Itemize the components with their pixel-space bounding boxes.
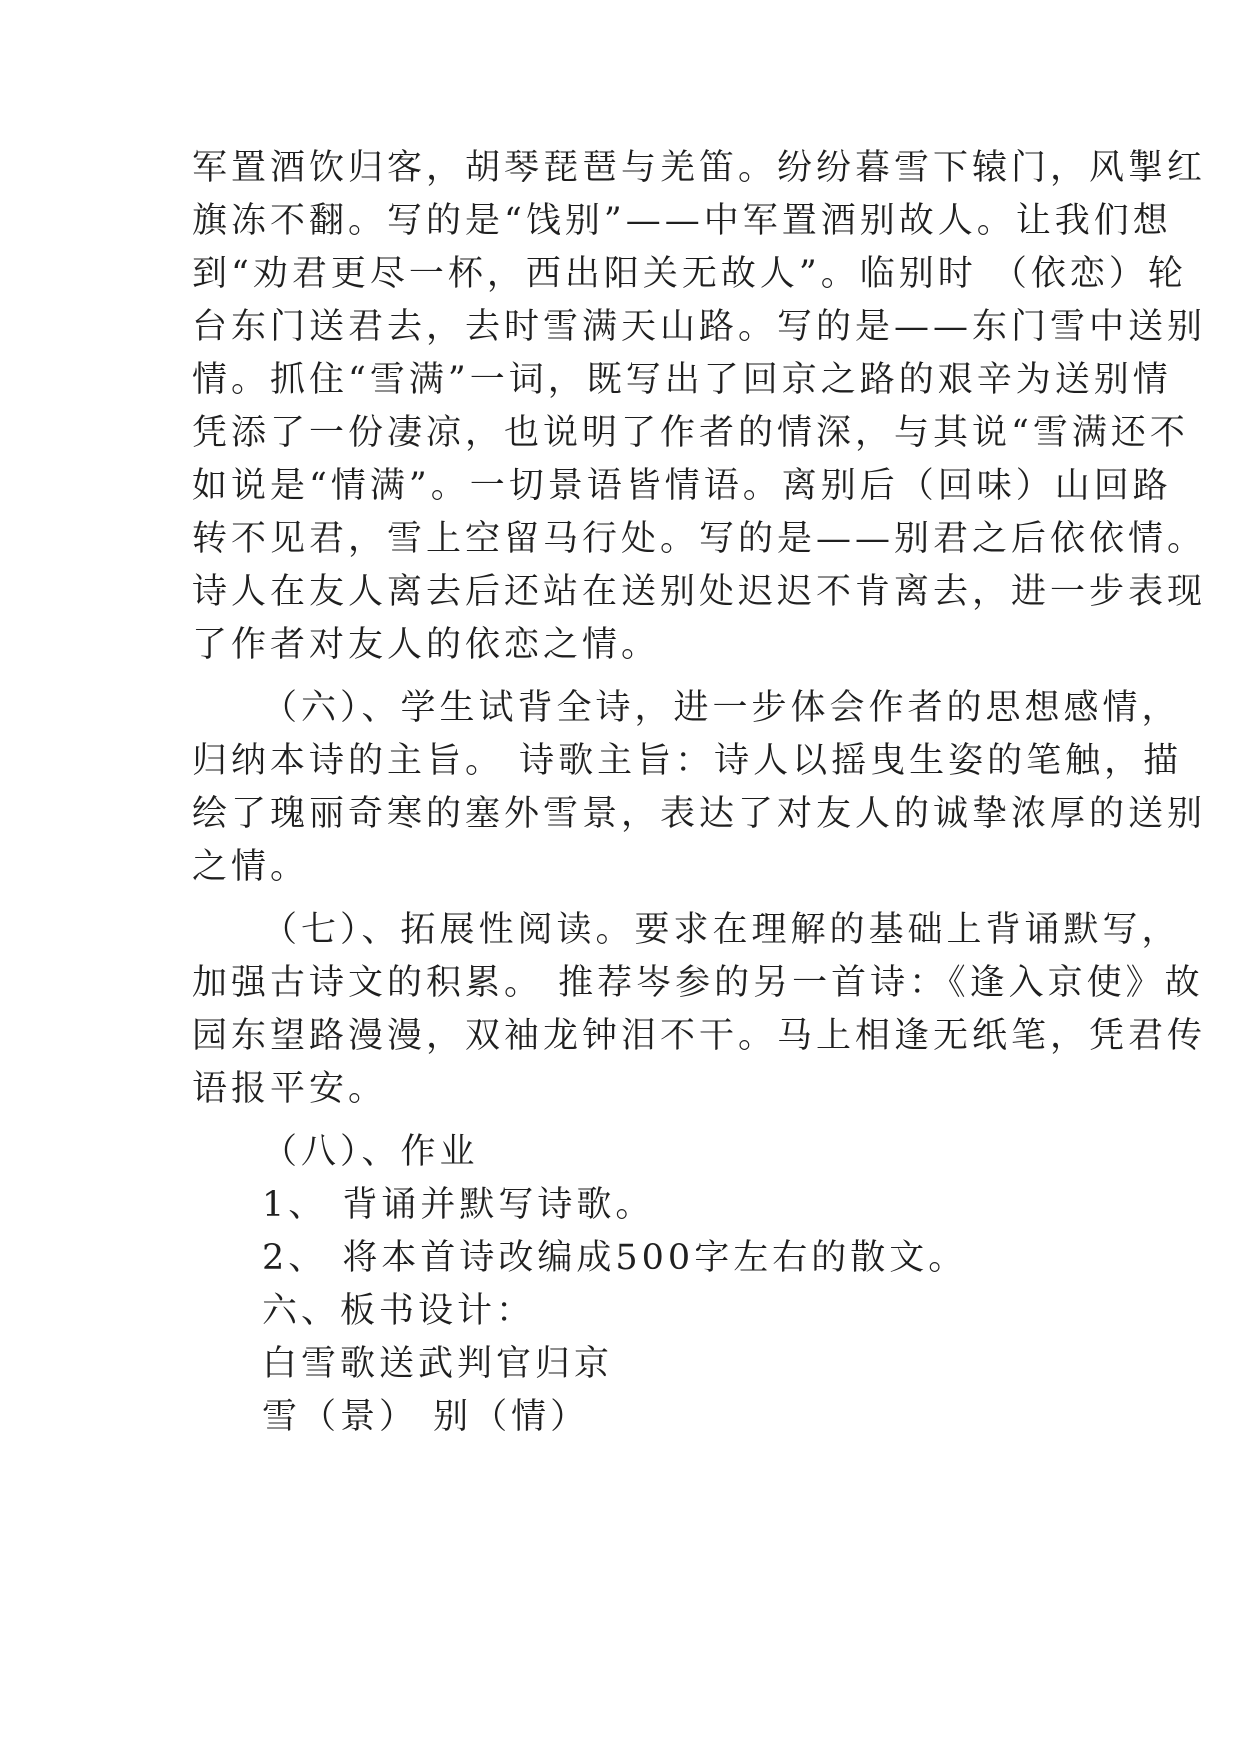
section-heading-seven: （七）、拓展性阅读。要求在理解的基础上背诵默写， — [262, 910, 1181, 950]
text-line: 情。抓住“雪满”一词，既写出了回京之路的艰辛为送别情 — [192, 360, 1172, 400]
text-line: 绘了瑰丽奇寒的塞外雪景，表达了对友人的诚挚浓厚的送别 — [192, 794, 1207, 834]
text-line: 旗冻不翻。写的是“饯别”——中军置酒别故人。让我们想 — [192, 201, 1172, 241]
section-heading-six: （六）、学生试背全诗，进一步体会作者的思想感情， — [262, 688, 1181, 728]
board-design-heading: 六、板书设计： — [262, 1291, 536, 1331]
text-line: 军置酒饮归客，胡琴琵琶与羌笛。纷纷暮雪下辕门，风掣红 — [192, 148, 1207, 188]
text-line: 归纳本诗的主旨。 诗歌主旨：诗人以摇曳生姿的笔触，描 — [192, 741, 1183, 781]
text-line: 转不见君，雪上空留马行处。写的是——别君之后依依情。 — [192, 519, 1207, 559]
text-line: 园东望路漫漫，双袖龙钟泪不干。马上相逢无纸笔，凭君传 — [192, 1016, 1207, 1056]
homework-item-2: 2、 将本首诗改编成500字左右的散文。 — [262, 1238, 968, 1278]
text-line: 台东门送君去，去时雪满天山路。写的是——东门雪中送别 — [192, 307, 1207, 347]
text-line: 之情。 — [192, 847, 310, 887]
board-design-content: 雪（景） 别（情） — [262, 1397, 590, 1437]
homework-item-1: 1、 背诵并默写诗歌。 — [262, 1185, 655, 1225]
section-heading-eight: （八）、作业 — [262, 1132, 479, 1172]
text-line: 凭添了一份凄凉，也说明了作者的情深，与其说“雪满还不 — [192, 413, 1189, 453]
board-design-title: 白雪歌送武判官归京 — [262, 1344, 614, 1384]
text-line: 诗人在友人离去后还站在送别处迟迟不肯离去，进一步表现 — [192, 572, 1207, 612]
text-line: 语报平安。 — [192, 1069, 388, 1109]
text-line: 了作者对友人的依恋之情。 — [192, 625, 661, 665]
text-line: 到“劝君更尽一杯，西出阳关无故人”。临别时 （依恋）轮 — [192, 254, 1187, 294]
text-line: 加强古诗文的积累。 推荐岑参的另一首诗：《逢入京使》故 — [192, 963, 1204, 1003]
text-line: 如说是“情满”。一切景语皆情语。离别后（回味）山回路 — [192, 466, 1172, 506]
